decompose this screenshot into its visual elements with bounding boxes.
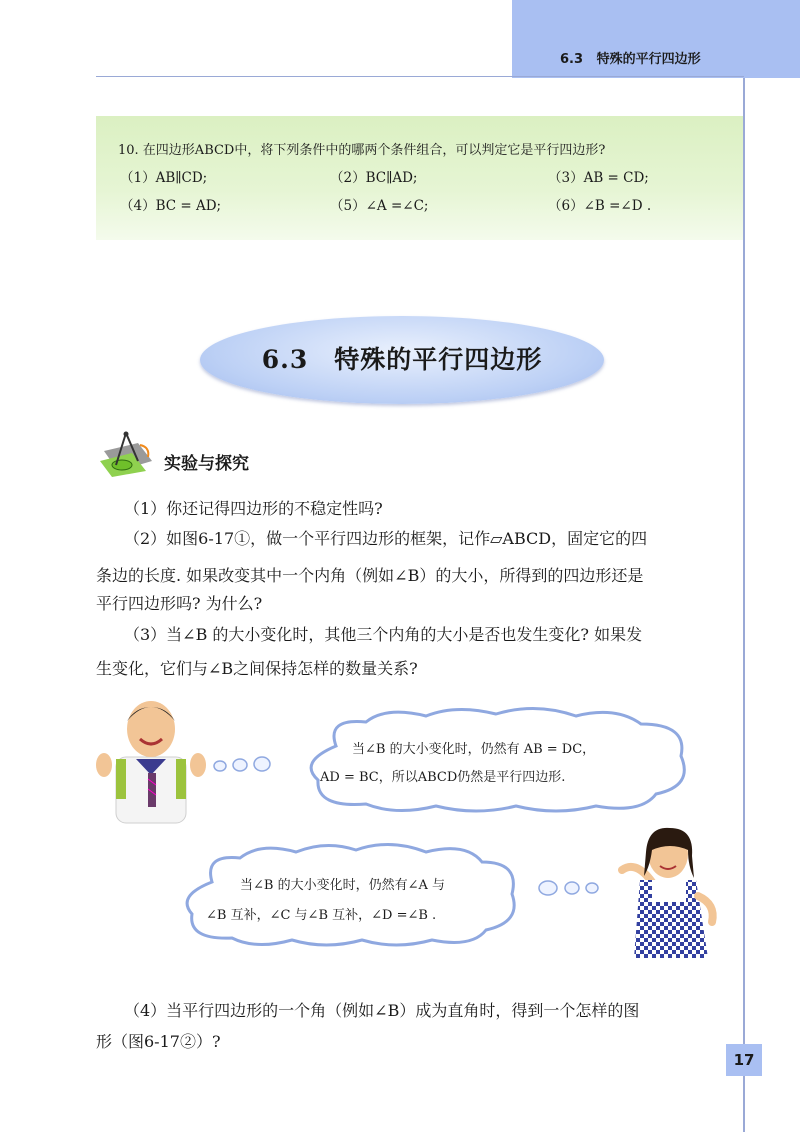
cloud-boy-line: 当∠B 的大小变化时，仍然有 AB = DC，: [352, 742, 596, 757]
running-header: [560, 48, 701, 67]
experiment-heading: 实验与探究: [164, 454, 249, 474]
section-title: 6.3 特殊的平行四边形: [261, 345, 543, 374]
paragraph-3-line: （3）当∠B 的大小变化时，其他三个内角的大小是否也发生变化? 如果发: [124, 625, 643, 644]
paragraph-2-line: 平行四边形吗? 为什么?: [96, 594, 263, 613]
header-rule: [96, 76, 744, 77]
cloud-girl-line: ∠B 互补，∠C 与∠B 互补，∠D =∠B .: [206, 908, 437, 923]
side-rule: [743, 78, 745, 1132]
exercise-option: （5）∠A =∠C;: [330, 198, 429, 214]
paragraph-3-line: 生变化，它们与∠B之间保持怎样的数量关系?: [96, 659, 418, 678]
paragraph-4-line: （4）当平行四边形的一个角（例如∠B）成为直角时，得到一个怎样的图: [124, 1001, 640, 1020]
paragraph-1: （1）你还记得四边形的不稳定性吗?: [124, 499, 383, 518]
cloud-girl-line: 当∠B 的大小变化时，仍然有∠A 与: [240, 878, 445, 893]
page-number: 17: [726, 1044, 762, 1076]
experiment-icon: [98, 431, 156, 477]
thought-dots-boy: [212, 752, 274, 778]
exercise-option: （2）BC∥AD;: [330, 170, 418, 186]
girl-illustration: [612, 826, 730, 958]
paragraph-2-line: （2）如图6-17①，做一个平行四边形的框架，记作▱ABCD，固定它的四: [124, 529, 648, 548]
header-section-title: 特殊的平行四边形: [596, 52, 701, 67]
exercise-option: （4）BC = AD;: [120, 198, 222, 214]
header-section-number: 6.3: [560, 52, 584, 67]
thought-dots-girl: [536, 876, 616, 900]
boy-illustration: [96, 695, 206, 825]
paragraph-4-line: 形（图6-17②）?: [96, 1032, 221, 1051]
exercise-option: （3）AB = CD;: [548, 170, 649, 186]
cloud-boy-line: AD = BC，所以ABCD仍然是平行四边形.: [320, 770, 566, 785]
paragraph-2-line: 条边的长度. 如果改变其中一个内角（例如∠B）的大小，所得到的四边形还是: [96, 566, 644, 585]
exercise-option: （6）∠B =∠D .: [548, 198, 652, 214]
exercise-question: 10. 在四边形ABCD中，将下列条件中的哪两个条件组合，可以判定它是平行四边形?: [118, 143, 606, 158]
exercise-option: （1）AB∥CD;: [120, 170, 208, 186]
